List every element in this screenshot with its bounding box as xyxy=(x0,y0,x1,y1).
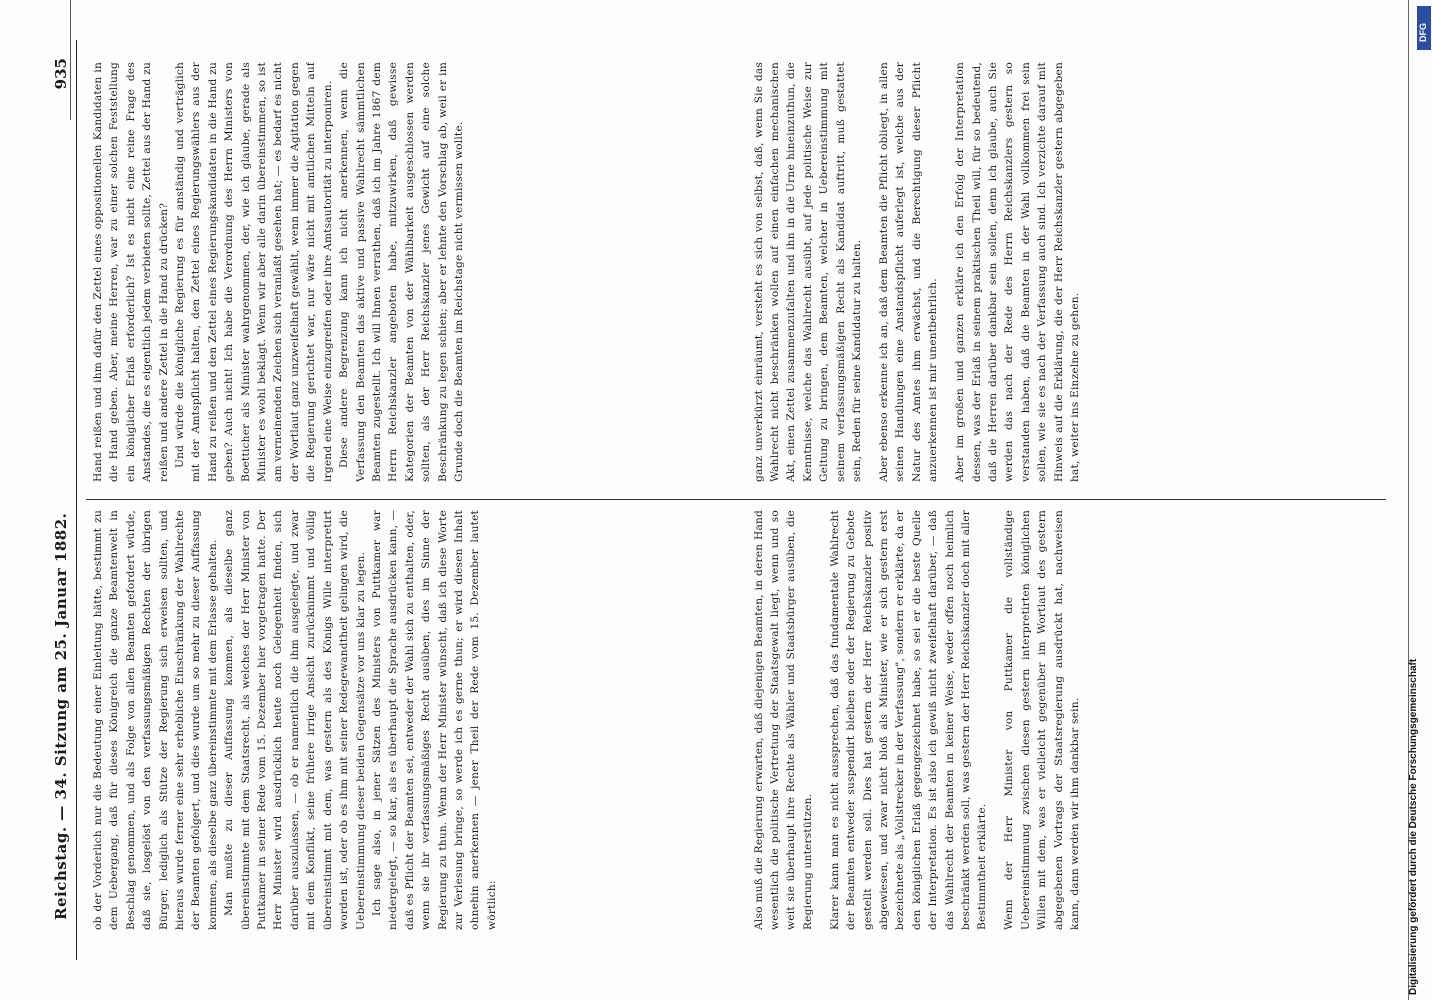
column-right-top xyxy=(90,62,730,482)
paragraph: ganz unverkürzt einräumt, versteht es sich von selbst, daß, wenn Sie das Wahlrecht nicht beschränken wollen auf einen einfachen mechanischen Akt, einen Zettel zusammenzufalten und ihn in die Urne hineinzuthun, die Kenntnisse, welche das Wahlrecht ausübt, auf jede politische Weise zur Geltung zu bringen, dem Beamten, welcher in Uebereinstimmung mit seinem verfassungsmäßigen Recht als Kandidat auftritt, muß gestattet sein, Reden für seine Kandidatur zu halten. xyxy=(752,62,864,482)
paragraph: Diese andere Begrenzung kann ich nicht anerkennen, wenn die Verfassung den Beamten das aktive und passive Wahlrecht sämmtlichen Beamten zugestellt. Ich will Ihnen verrathen, daß ich im Jahre 1867 dem Herrn Reichskanzler angeboten habe, mitzuwirken, daß gewisse Kategorien der Beamten von der Wählbarkeit ausgeschlossen werden sollten, als der Herr Reichskanzler jenes Gewicht auf eine solche Beschränkung zu legen schien; aber er lehnte den Vorschlag ab, weil er im Grunde doch die Beamten im Reichstage nicht vermissen wollte. xyxy=(338,62,465,482)
dfg-logo-text: DFG xyxy=(1418,23,1428,42)
paragraph: Ich sage also, in jener Sätzen des Ministers von Puttkamer war niedergelegt, — so klar, als es überhaupt die Sprache ausdrücken kann, — daß es Pflicht der Beamten sei, entweder der Wahl sich zu enthalten, oder, wenn sie ihr verfassungsmäßiges Recht ausüben, dies im Sinne der Regierung zu thun. Wenn der Herr Minister wünscht, daß ich diese Worte zur Verlesung bringe, so werde ich es gerne thun; er wird diesen Inhalt ohnehin anerkennen — jener Theil der Rede vom 15. Dezember lautet wörtlich: xyxy=(370,510,498,930)
paragraph: Wenn der Herr Minister von Puttkamer die vollständige Uebereinstimmung zwischen diesen gestern interpretirten königlichen Willen mit dem, was er vielleicht gegenüber im Wortlaut des gestern abgegebenen Vortrags der Staatsregierung ausdrückt hat, nachweisen kann, dann werden wir ihm dankbar sein. xyxy=(1003,510,1082,930)
running-header: Reichstag. — 34. Sitzung am 25. Januar 1882. xyxy=(52,512,70,920)
rotated-page-content xyxy=(50,40,1410,960)
column-left-bottom xyxy=(740,510,1390,930)
paragraph: Aber im großen und ganzen erkläre ich den Erfolg der Interpretation dessen, was der Erlaß in seinem praktischen Theil will, für so bedeutend, daß die Herren darüber dankbar sein sollen, denn ich glaube, auch Sie werden das nach der Rede des Herrn Reichskanzlers gestern so verstanden haben, daß die Beamten in der Wahl vollkommen frei sein sollen, wie sie es nach der Verfassung auch sind. Ich verzichte darauf mit Hinweis auf die Erklärung, die der Herr Reichskanzler gestern abgegeben hat, weiter ins Einzelne zu gehen. xyxy=(954,62,1082,482)
column-left-top xyxy=(90,510,730,930)
paragraph: Hand reißen und ihm dafür den Zettel eines oppositionellen Kandidaten in die Hand geben. Aber, meine Herren, war zu einer solchen Feststellung ein königlicher Erlaß erforderlich? Ist es nicht eine reine Frage des Anstandes, die es eigentlich jedem verbieten sollte, Zettel aus der Hand zu reißen und andere Zettel in die Hand zu drücken? xyxy=(92,62,170,482)
dfg-logo xyxy=(1417,6,1431,50)
paragraph: Also muß die Regierung erwarten, daß diejenigen Beamten, in deren Hand wesentlich die politische Vertretung der Staatsgewalt liegt, wenn und so weit sie überhaupt ihre Rechte als Wähler und Staatsbürger ausüben, die Regierung unterstützen. xyxy=(752,510,814,930)
paragraph: Klarer kann man es nicht aussprechen, daß das fundamentale Wahlrecht der Beamten entweder suspendirt bleiben oder der Regierung zu Gebote gestellt werden soll. Dies hat gestern der Herr Reichskanzler positiv abgewiesen, und zwar nicht bloß als Minister, wie er sich gestern erst bezeichnete als „Vollstrecker in der Verfassung", sondern er erklärte, da er den königlichen Erlaß gegengezeichnet habe, so sei er die beste Quelle der Interpretation. Es ist also ich gewiß nicht zweifelhaft darüber, — daß das Wahlrecht der Beamten in keiner Weise, weder offen noch heimlich beschränkt werden soll, was gestern der Herr Reichskanzler doch mit aller Bestimmtheit erklärte. xyxy=(828,510,989,930)
column-right-bottom xyxy=(740,62,1390,482)
page-header xyxy=(50,40,77,960)
paragraph: ob der Vorderlich nur die Bedeutung einer Einleitung hätte, bestimmt zu dem Uebergang, daß für dieses Königreich die ganze Beamtenwelt in Beschlag genommen, und als Folge von allen Beamten gefordert würde, daß sie, losgelöst von den verfassungsmäßigen Rechten der übrigen Bürger, lediglich als Stütze der Regierung sich erweisen sollten, und hieraus wurde ferner eine sehr erhebliche Einschränkung der Wahlrechte der Beamten gefolgert, und dies wurde um so mehr zu dieser Auffassung kommen, als dieselbe ganz übereinstimmte mit dem Erlasse gehalten. xyxy=(92,510,219,930)
digitization-notice: Digitalisierung gefördert durch die Deutsche Forschungsgemeinschaft xyxy=(1408,658,1419,995)
paragraph: Man mußte zu dieser Auffassung kommen, als dieselbe ganz übereinstimmte mit dem Staatsrecht, als welches der Herr Minister von Puttkamer in seiner Rede vom 15. Dezember hier vorgetragen hatte. Der Herr Minister wird ausdrücklich heute noch Gelegenheit finden, sich darüber auszulassen, — ob er namentlich die ihm ausgelegte, und zwar mit dem Konflikt, seine frühere irrige Ansicht zurücknimmt und völlig übereinstimmt mit dem, was gestern als des Königs Wille interpretirt worden ist, oder ob es ihm mit seiner Redegewandtheit gelingen wird, die Uebereinstimmung dieser beiden Gegensätze vor uns klar zu legen. xyxy=(223,510,367,930)
column-divider xyxy=(86,499,1386,500)
paragraph: Aber ebenso erkenne ich an, daß dem Beamten die Pflicht obliegt, in allen seinen Handlungen eine Anstandspflicht auferlegt ist, welche aus der Natur des Amtes ihm erwächst, und die Berechtigung dieser Pflicht anzuerkennen ist mir unentbehrlich. xyxy=(878,62,940,482)
paragraph: Und würde die königliche Regierung es für anständig und verträglich mit der Amtspflicht halten, den Zettel eines Regierungswählers aus der Hand zu reißen und den Zettel eines Regierungskandidaten in die Hand zu geben? Auch nicht! Ich habe die Verordnung des Herrn Ministers von Boetticher als Minister wahrgenommen, der, wie ich glaube, gerade als Minister es wohl beklagt. Wenn wir aber alle darin übereinstimmen, so ist am verneinenden Zeichen sich veranlaßt gesehen hat; — es bedarf es nicht der Wortlaut ganz unzweifelhaft gewählt, wenn immer die Agitation gegen die Regierung gerichtet war, nur wäre nicht mit amtlichen Mitteln auf irgend eine Weise einzugreifen oder ihre Amtsautorität zu interponiren. xyxy=(174,62,334,482)
page-number: 935 xyxy=(52,58,70,90)
